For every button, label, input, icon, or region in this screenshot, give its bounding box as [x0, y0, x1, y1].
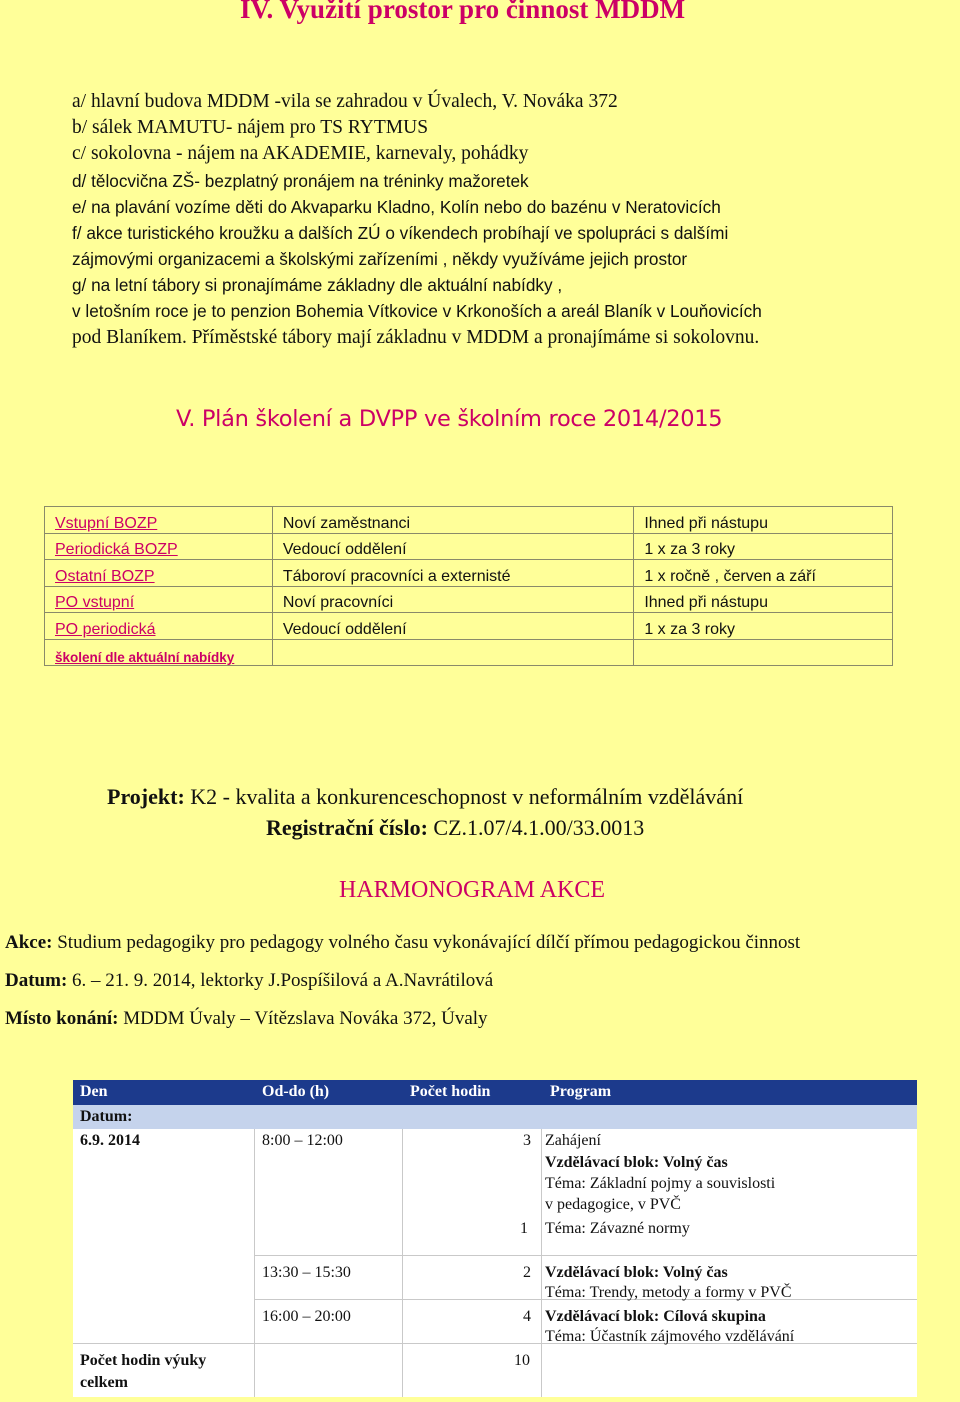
column-divider — [402, 1129, 403, 1397]
table-row — [45, 586, 893, 613]
akce-value: Studium pedagogiky pro pedagogy volného času vykonávající dílčí přímou pedagogickou činnost — [52, 932, 801, 953]
text-line: v letošním roce je to penzion Bohemia Vítkovice v Krkonoších a areál Blaník v Louňovicích — [72, 301, 762, 321]
text-line: pod Blaníkem. Příměstské tábory mají základnu v MDDM a pronajímáme si sokolovnu. — [72, 327, 760, 348]
frequency-cell — [634, 639, 893, 666]
program-line: Téma: Trendy, metody a formy v PVČ — [545, 1284, 792, 1301]
target-group-cell: Vedoucí oddělení — [272, 533, 633, 560]
frequency-cell: 1 x ročně , červen a září — [634, 560, 893, 587]
schedule-table — [73, 1080, 917, 1397]
time-cell: 13:30 – 15:30 — [262, 1264, 351, 1281]
misto-value: MDDM Úvaly – Vítězslava Nováka 372, Úvaly — [118, 1008, 488, 1029]
total-hours: 10 — [514, 1352, 530, 1369]
datum-line — [5, 970, 493, 992]
frequency-cell: Ihned při nástupu — [634, 507, 893, 534]
hours-cell: 4 — [523, 1308, 531, 1325]
harmonogram-heading: HARMONOGRAM AKCE — [339, 877, 606, 903]
hours-cell: 2 — [523, 1264, 531, 1281]
time-cell: 8:00 – 12:00 — [262, 1132, 343, 1149]
training-link[interactable]: Periodická BOZP — [45, 533, 273, 560]
text-line: zájmovými organizacemi a školskými zařízeními , někdy využíváme jejich prostor — [72, 249, 688, 269]
registration-number: CZ.1.07/4.1.00/33.0013 — [427, 815, 645, 840]
target-group-cell: Táboroví pracovníci a externisté — [272, 560, 633, 587]
text-line: g/ na letní tábory si pronajímáme základny dle aktuální nabídky , — [72, 275, 563, 295]
program-line: Zahájení — [545, 1132, 601, 1149]
misto-label: Místo konání: — [5, 1008, 119, 1029]
project-label: Projekt: — [107, 784, 185, 809]
frequency-cell: 1 x za 3 roky — [634, 613, 893, 640]
program-line: Vzdělávací blok: Volný čas — [545, 1264, 728, 1281]
section-iv-title: IV. Využití prostor pro činnost MDDM — [240, 0, 686, 24]
column-divider — [254, 1129, 255, 1397]
training-link[interactable]: PO vstupní — [45, 586, 273, 613]
datum-label: Datum: — [5, 970, 68, 991]
row-divider — [254, 1255, 917, 1256]
text-line: c/ sokolovna - nájem na AKADEMIE, karnevaly, pohádky — [72, 143, 529, 164]
table-row — [45, 533, 893, 560]
target-group-cell — [272, 639, 633, 666]
frequency-cell: Ihned při nástupu — [634, 586, 893, 613]
section-v-title: V. Plán školení a DVPP ve školním roce 2014/2015 — [176, 406, 723, 432]
project-name: K2 - kvalita a konkurenceschopnost v neformálním vzdělávání — [184, 784, 744, 809]
target-group-cell: Noví pracovníci — [272, 586, 633, 613]
program-line: Vzdělávací blok: Volný čas — [545, 1154, 728, 1171]
frequency-cell: 1 x za 3 roky — [634, 533, 893, 560]
schedule-header — [73, 1080, 917, 1105]
hours-cell: 1 — [520, 1220, 528, 1237]
project-line — [107, 784, 743, 810]
hours-cell: 3 — [523, 1132, 531, 1149]
schedule-datum-row — [73, 1105, 917, 1129]
program-line: Téma: Účastník zájmového vzdělávání — [545, 1328, 795, 1345]
registration-label: Registrační číslo: — [266, 815, 428, 840]
text-line: b/ sálek MAMUTU- nájem pro TS RYTMUS — [72, 117, 429, 138]
program-line: Téma: Závazné normy — [545, 1220, 690, 1237]
datum-row-label: Datum: — [80, 1108, 133, 1125]
akce-label: Akce: — [5, 932, 53, 953]
training-link[interactable]: školení dle aktuální nabídky — [45, 639, 273, 666]
header-od-do: Od-do (h) — [262, 1083, 330, 1100]
text-line: d/ tělocvična ZŠ- bezplatný pronájem na tréninky mažoretek — [72, 171, 529, 191]
training-link[interactable]: Vstupní BOZP — [45, 507, 273, 534]
header-den: Den — [80, 1083, 108, 1100]
schedule-body — [73, 1129, 917, 1397]
total-label: celkem — [80, 1374, 128, 1391]
total-label: Počet hodin výuky — [80, 1352, 207, 1369]
misto-line — [5, 1008, 488, 1030]
datum-value: 6. – 21. 9. 2014, lektorky J.Pospíšilová a A.Navrátilová — [67, 970, 494, 991]
column-divider — [541, 1129, 542, 1397]
program-line: v pedagogice, v PVČ — [545, 1196, 681, 1213]
target-group-cell: Noví zaměstnanci — [272, 507, 633, 534]
program-line: Téma: Základní pojmy a souvislosti — [545, 1175, 776, 1192]
header-pocet-hodin: Počet hodin — [410, 1083, 491, 1100]
program-line: Vzdělávací blok: Cílová skupina — [545, 1308, 766, 1325]
target-group-cell: Vedoucí oddělení — [272, 613, 633, 640]
training-link[interactable]: PO periodická — [45, 613, 273, 640]
text-line: e/ na plavání vozíme děti do Akvaparku Kladno, Kolín nebo do bazénu v Neratovicích — [72, 197, 721, 217]
table-row — [45, 613, 893, 640]
header-program: Program — [550, 1083, 612, 1100]
text-line: f/ akce turistického kroužku a dalších ZÚ o víkendech probíhají ve spolupráci s dalšími — [72, 223, 729, 243]
text-line: a/ hlavní budova MDDM -vila se zahradou v Úvalech, V. Nováka 372 — [72, 91, 618, 112]
day-cell: 6.9. 2014 — [80, 1132, 140, 1149]
registration-line — [266, 815, 644, 841]
table-row — [45, 639, 893, 666]
training-link[interactable]: Ostatní BOZP — [45, 560, 273, 587]
time-cell: 16:00 – 20:00 — [262, 1308, 351, 1325]
training-plan-table — [44, 506, 893, 666]
table-row — [45, 560, 893, 587]
akce-line — [5, 932, 800, 954]
table-row — [45, 507, 893, 534]
